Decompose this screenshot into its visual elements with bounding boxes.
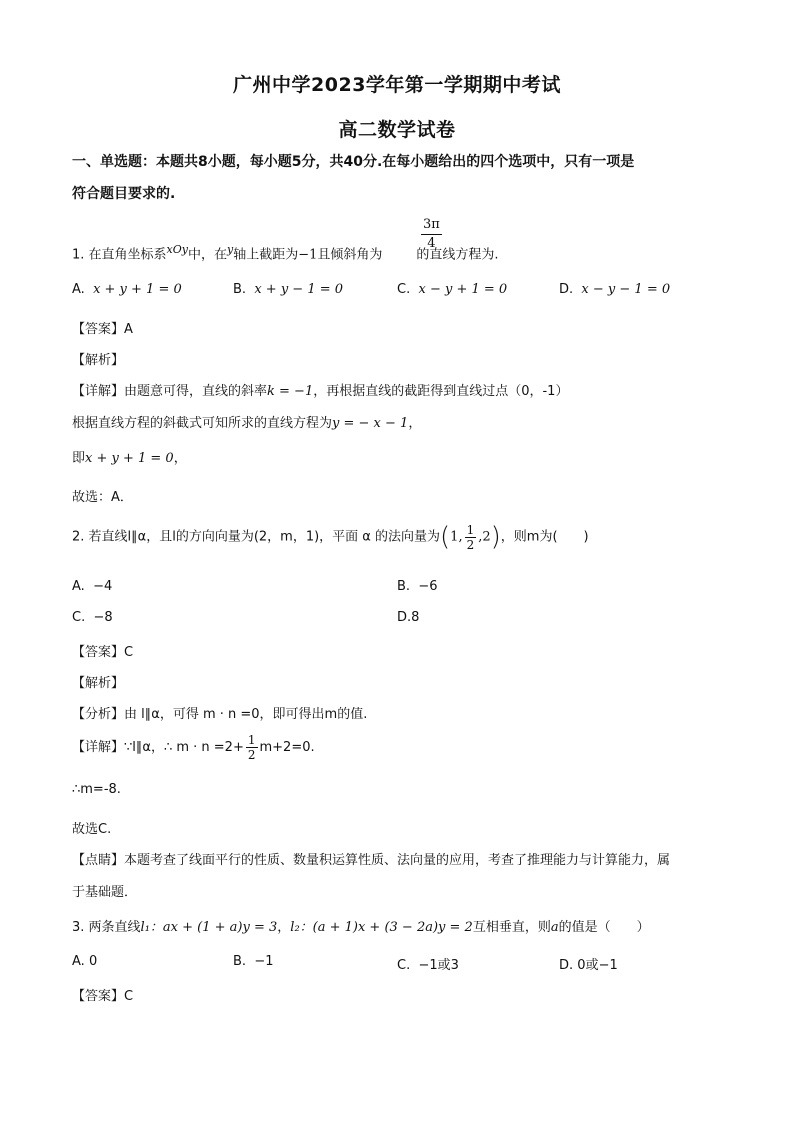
q2-fenxi: 【分析】由 l∥α，可得 m · n =0，即可得出m的值. xyxy=(72,707,368,722)
q2-comment-line2: 于基础题． xyxy=(72,885,138,900)
q2-option-c: C. −8 xyxy=(72,610,113,625)
q2-answer: 【答案】C xyxy=(72,645,134,660)
q2-option-d: D.8 xyxy=(397,610,420,625)
q2-detail: 【详解】∵l∥α，∴ m · n =2+ $\frac{1}{2}$ m+2=0. xyxy=(72,733,315,762)
q1-stem: 1. 在直角坐标系$^{xOy}$中，在$^y$轴上截距为−1且倾斜角为 的直线方程为. xyxy=(72,243,499,263)
q2-comment-line1: 【点睛】本题考查了线面平行的性质、数量积运算性质、法向量的应用，考查了推理能力与计算能力，属 xyxy=(72,853,671,868)
q3-stem: 3. 两条直线l₁：ax + (1 + a)y = 3，l₂：(a + 1)x + (3 − 2a)y = 2互相垂直，则a的值是（ ） xyxy=(72,920,650,935)
q2-analysis: 【解析】 xyxy=(72,676,125,691)
q1-option-a: A. x + y + 1 = 0 xyxy=(72,282,182,297)
q2-option-b: B. −6 xyxy=(397,579,438,594)
q1-detail-line2: 根据直线方程的斜截式可知所求的直线方程为y = − x − 1， xyxy=(72,416,422,431)
section-instruction-line2: 符合题目要求的. xyxy=(72,186,176,202)
q2-option-a: A. −4 xyxy=(72,579,113,594)
q2-stem: 2. 若直线l∥α，且l的方向向量为(2，m，1)，平面 α 的法向量为(1, $\frac{1}{2}$ ,2)，则m为( ) xyxy=(72,522,589,552)
q1-option-c: C. x − y + 1 = 0 xyxy=(397,282,508,297)
q3-option-b: B. −1 xyxy=(233,954,274,969)
q1-detail-line3: 即x + y + 1 = 0， xyxy=(72,451,187,466)
exam-subtitle: 高二数学试卷 xyxy=(338,119,456,141)
q1-option-b: B. x + y − 1 = 0 xyxy=(233,282,344,297)
q3-option-a: A. 0 xyxy=(72,954,98,969)
section-instruction-line1: 一、单选题：本题共8小题，每小题5分，共40分.在每小题给出的四个选项中，只有一项是 xyxy=(72,154,635,170)
q2-choose: 故选C. xyxy=(72,822,112,837)
q3-option-d: D. 0或−1 xyxy=(559,958,618,973)
q3-option-c: C. −1或3 xyxy=(397,958,459,973)
q1-analysis: 【解析】 xyxy=(72,353,125,368)
q1-choose: 故选：A． xyxy=(72,490,133,505)
q1-detail-line1: 【详解】由题意可得，直线的斜率k = −1，再根据直线的截距得到直线过点（0，-1） xyxy=(72,384,569,399)
q2-result: ∴m=-8. xyxy=(72,782,121,797)
q1-answer: 【答案】A xyxy=(72,322,133,337)
q1-angle-fraction: $\frac{3\pi}{4}$ xyxy=(423,217,440,251)
q3-answer: 【答案】C xyxy=(72,989,134,1004)
q1-option-d: D. x − y − 1 = 0 xyxy=(559,282,671,297)
exam-title: 广州中学2023学年第一学期期中考试 xyxy=(233,74,561,96)
